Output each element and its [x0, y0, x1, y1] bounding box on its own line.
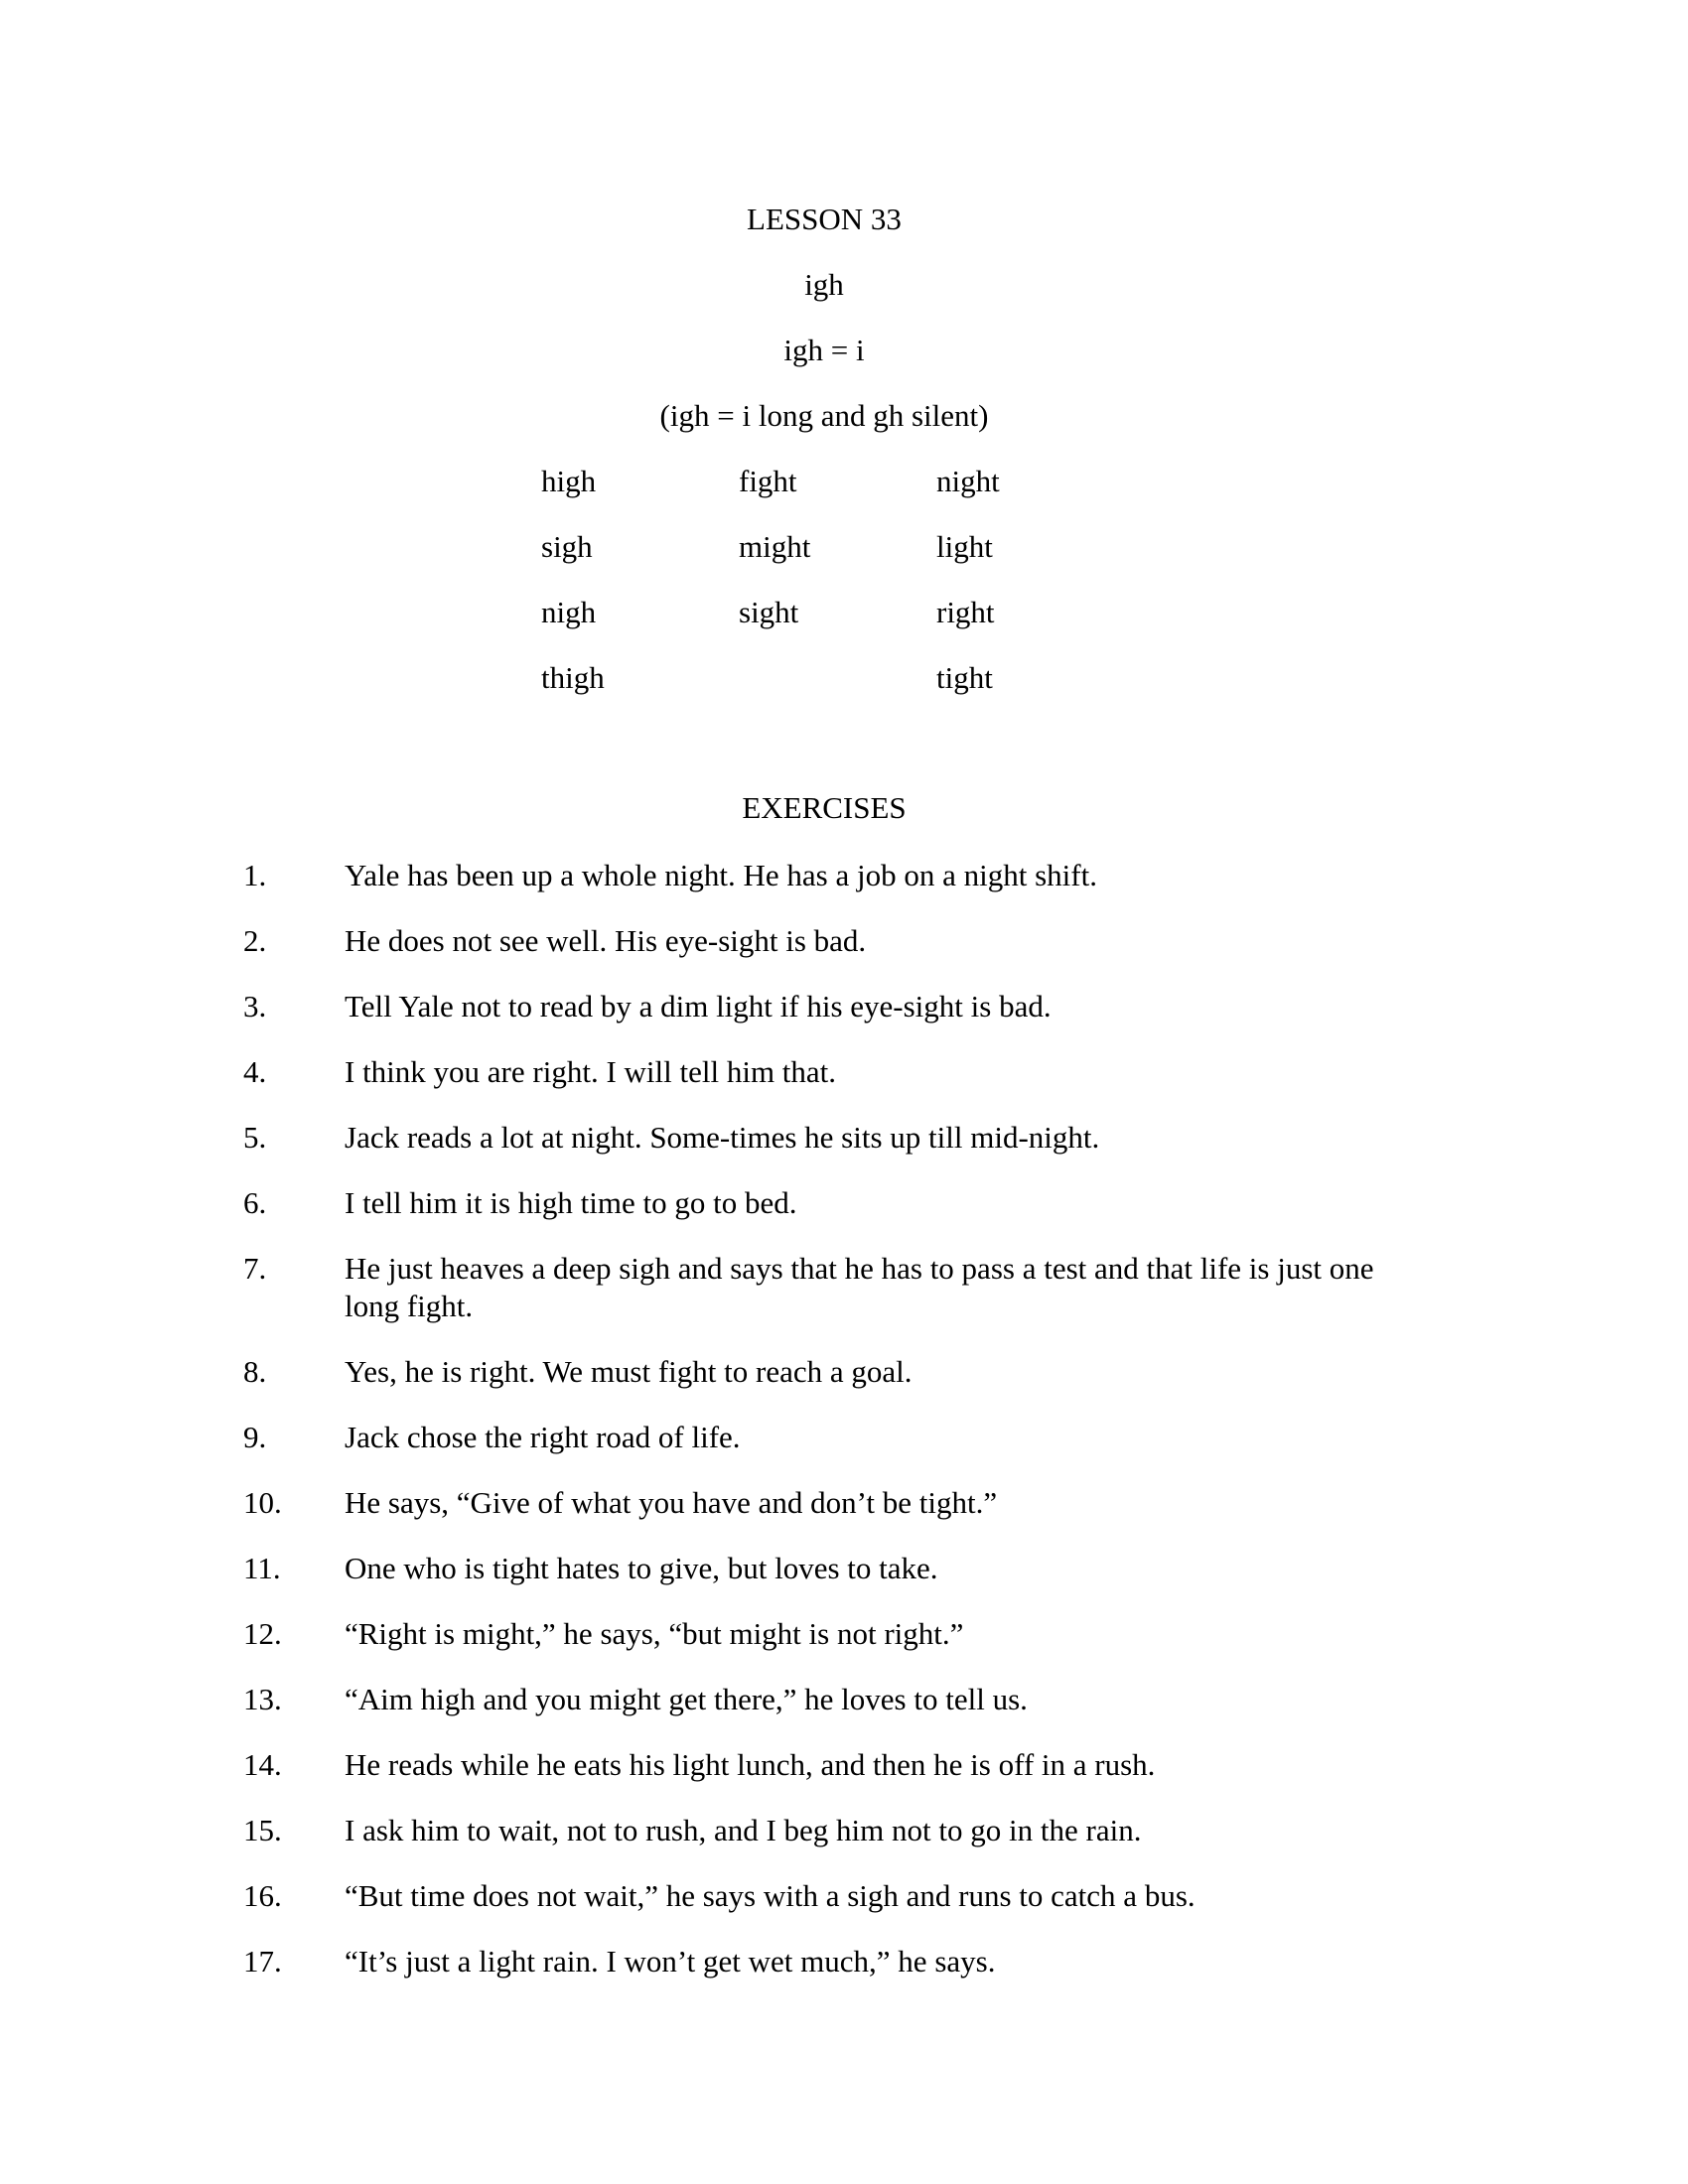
phonics-pattern: igh — [804, 267, 844, 302]
exercise-number: 14. — [243, 1747, 282, 1782]
word-list-item: high — [541, 464, 597, 498]
exercise-text: “Aim high and you might get there,” he loves to tell us. — [345, 1682, 1028, 1716]
word-list-item: tight — [936, 660, 993, 695]
exercise-text: Yale has been up a whole night. He has a job on a night shift. — [345, 858, 1097, 892]
exercise-number: 1. — [243, 858, 267, 892]
exercises-heading: EXERCISES — [742, 790, 907, 825]
word-list-item: fight — [739, 464, 797, 498]
exercise-number: 6. — [243, 1185, 267, 1220]
word-list-item: thigh — [541, 660, 605, 695]
exercise-text: Jack chose the right road of life. — [345, 1420, 741, 1454]
exercise-text: One who is tight hates to give, but loves to take. — [345, 1551, 938, 1585]
exercise-number: 12. — [243, 1616, 282, 1651]
word-list-item: might — [739, 529, 811, 564]
lesson-title: LESSON 33 — [747, 202, 902, 236]
exercise-number: 2. — [243, 923, 267, 958]
exercise-number: 13. — [243, 1682, 282, 1716]
exercise-text: He reads while he eats his light lunch, and then he is off in a rush. — [345, 1747, 1156, 1782]
phonics-rule-note: (igh = i long and gh silent) — [659, 398, 989, 433]
exercise-number: 5. — [243, 1120, 267, 1155]
word-list-item: sigh — [541, 529, 593, 564]
exercise-number: 7. — [243, 1251, 267, 1286]
exercise-number: 15. — [243, 1813, 282, 1847]
exercise-text: Jack reads a lot at night. Some-times he sits up till mid-night. — [345, 1120, 1100, 1155]
exercise-number: 17. — [243, 1944, 282, 1979]
exercise-number: 9. — [243, 1420, 267, 1454]
exercise-text: He says, “Give of what you have and don’t be tight.” — [345, 1485, 998, 1520]
word-list-item: nigh — [541, 595, 597, 629]
exercise-text: I ask him to wait, not to rush, and I beg him not to go in the rain. — [345, 1813, 1142, 1847]
word-list-item: right — [936, 595, 995, 629]
phonics-rule: igh = i — [783, 333, 865, 367]
word-list-item: sight — [739, 595, 799, 629]
exercise-text: “It’s just a light rain. I won’t get wet much,” he says. — [345, 1944, 996, 1979]
exercise-text: “But time does not wait,” he says with a sigh and runs to catch a bus. — [345, 1878, 1196, 1913]
word-list-item: night — [936, 464, 1000, 498]
exercise-number: 8. — [243, 1354, 267, 1389]
exercise-text: He does not see well. His eye-sight is bad. — [345, 923, 867, 958]
exercise-text: I tell him it is high time to go to bed. — [345, 1185, 797, 1220]
exercise-text: He just heaves a deep sigh and says that he has to pass a test and that life is just one long fight. — [345, 1251, 1374, 1323]
exercise-number: 10. — [243, 1485, 282, 1520]
exercise-number: 3. — [243, 989, 267, 1024]
word-list-item: light — [936, 529, 993, 564]
exercise-text: Yes, he is right. We must fight to reach a goal. — [345, 1354, 913, 1389]
exercise-text: I think you are right. I will tell him that. — [345, 1054, 837, 1089]
exercise-number: 16. — [243, 1878, 282, 1913]
exercise-number: 4. — [243, 1054, 267, 1089]
exercise-text: Tell Yale not to read by a dim light if his eye-sight is bad. — [345, 989, 1052, 1024]
exercise-text: “Right is might,” he says, “but might is not right.” — [345, 1616, 964, 1651]
exercise-number: 11. — [243, 1551, 281, 1585]
